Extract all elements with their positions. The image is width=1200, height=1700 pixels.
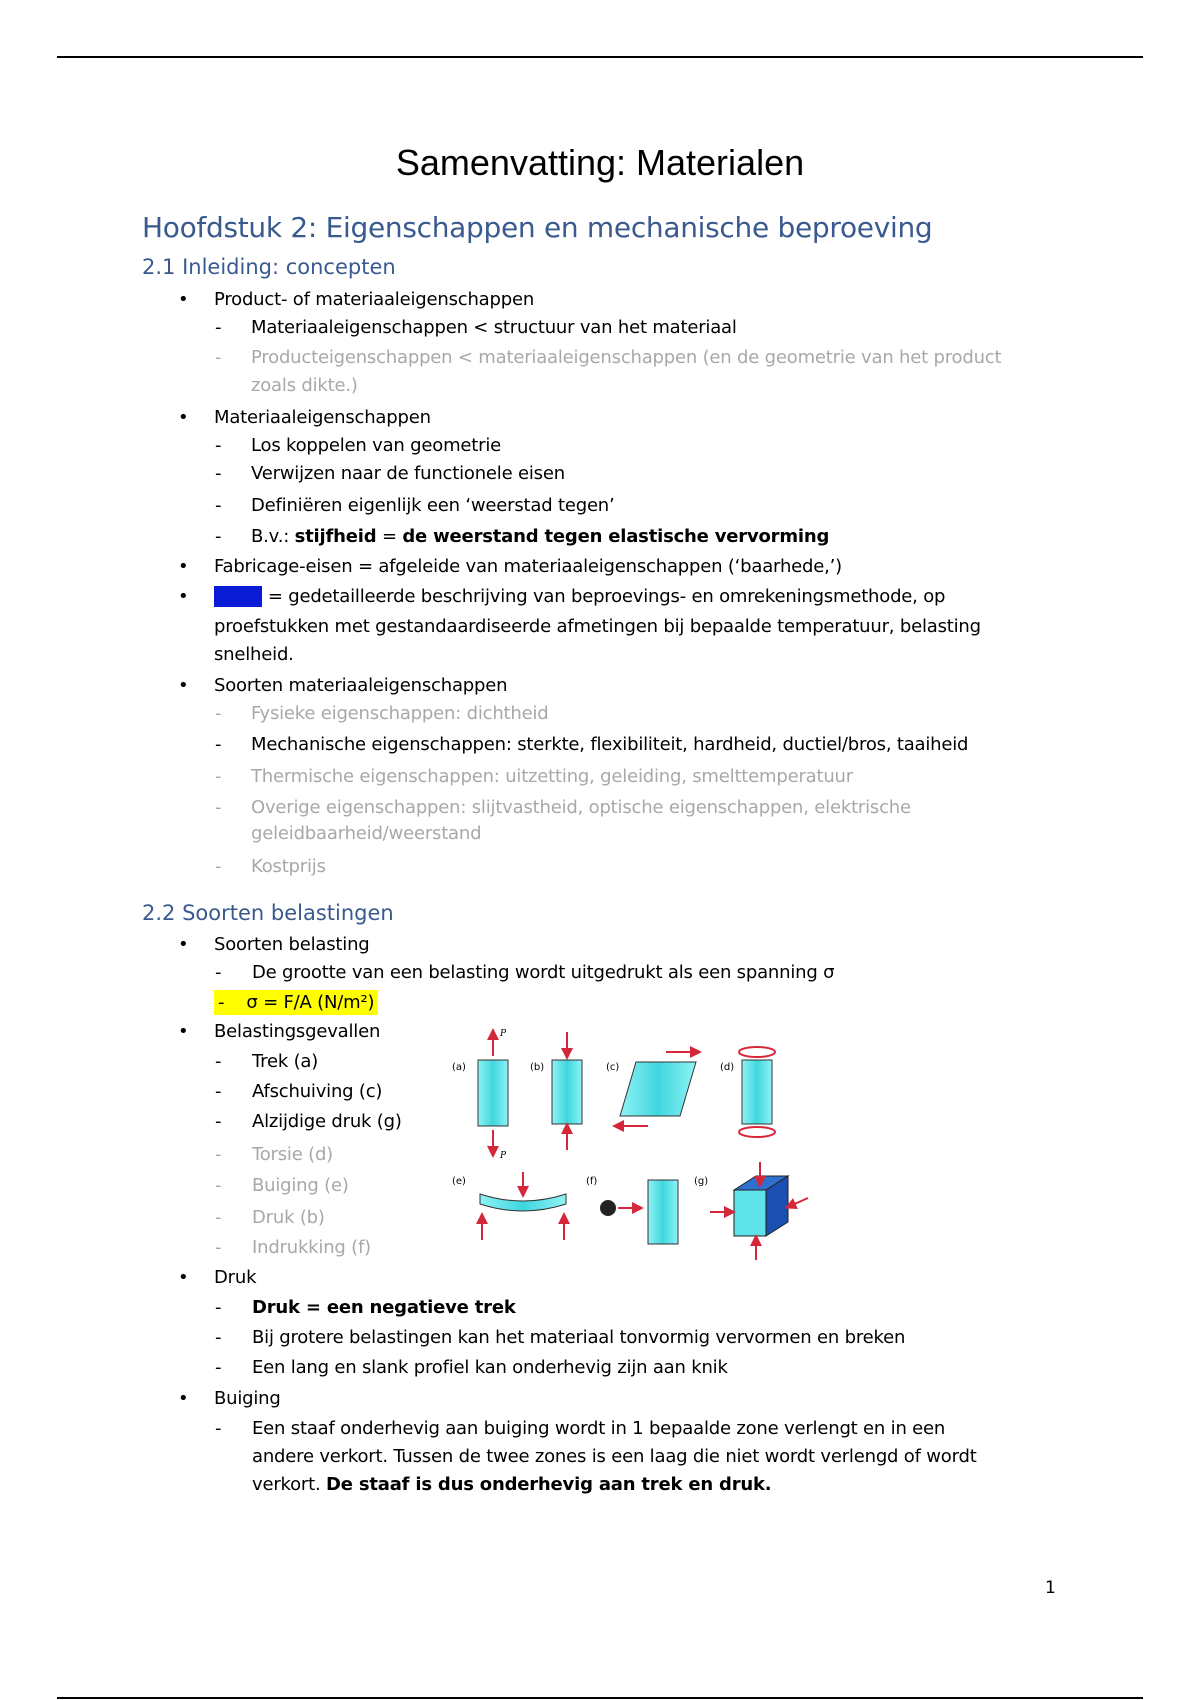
list-item: Soorten belasting — [214, 934, 370, 955]
dash-icon: - — [215, 1418, 222, 1439]
label-f: (f) — [586, 1176, 598, 1187]
label-a: (a) — [452, 1062, 466, 1073]
dash-icon: - — [215, 856, 222, 877]
list-item: Materiaaleigenschappen — [214, 407, 431, 428]
list-item: Een lang en slank profiel kan onderhevig zijn aan knik — [252, 1357, 728, 1378]
highlighted-term: Norm — [214, 586, 263, 607]
specimen-d — [742, 1060, 772, 1124]
bullet-icon: • — [178, 1267, 189, 1288]
dash-icon: - — [215, 1207, 222, 1228]
dash-icon: - — [215, 526, 222, 547]
bullet-icon: • — [178, 675, 189, 696]
list-item: proefstukken met gestandaardiseerde afmetingen bij bepaalde temperatuur, belasting — [214, 616, 981, 637]
list-item: Thermische eigenschappen: uitzetting, geleiding, smelttemperatuur — [251, 766, 853, 787]
section-title-2-1: 2.1 Inleiding: concepten — [142, 255, 396, 279]
dash-icon: - — [215, 1237, 222, 1258]
list-item: Buiging — [214, 1388, 281, 1409]
list-item: Druk — [214, 1267, 257, 1288]
list-item: Kostprijs — [251, 856, 326, 877]
indenter-ball — [600, 1200, 616, 1216]
list-item: Druk = een negatieve trek — [252, 1297, 516, 1318]
list-item: Fysieke eigenschappen: dichtheid — [251, 703, 549, 724]
list-item: Belastingsgevallen — [214, 1021, 381, 1042]
dash-icon: - — [215, 347, 222, 368]
specimen-g — [734, 1190, 766, 1236]
dash-icon: - — [215, 1175, 222, 1196]
dash-icon: - — [215, 463, 222, 484]
bullet-icon: • — [178, 586, 189, 607]
list-item: De grootte van een belasting wordt uitgedrukt als een spanning σ — [252, 962, 835, 983]
bullet-icon: • — [178, 289, 189, 310]
list-item: Verwijzen naar de functionele eisen — [251, 463, 565, 484]
specimen-e — [480, 1194, 566, 1211]
list-item: geleidbaarheid/weerstand — [251, 823, 482, 844]
list-item: Product- of materiaaleigenschappen — [214, 289, 535, 310]
list-item: Druk (b) — [252, 1207, 325, 1228]
dash-icon: - — [215, 734, 222, 755]
page-number: 1 — [1045, 1578, 1056, 1598]
list-item: Norm = gedetailleerde beschrijving van beproevings- en omrekeningsmethode, op — [214, 586, 946, 607]
list-item: Trek (a) — [252, 1051, 319, 1072]
label-d: (d) — [720, 1062, 735, 1073]
label-p-top: P — [500, 1029, 507, 1039]
dash-icon: - — [215, 703, 222, 724]
list-item: Definiëren eigenlijk een ‘weerstad tegen’ — [251, 495, 615, 516]
list-item: andere verkort. Tussen de twee zones is een laag die niet wordt verlengd of wordt — [252, 1446, 977, 1467]
specimen-b — [552, 1060, 582, 1124]
list-item: Afschuiving (c) — [252, 1081, 383, 1102]
top-rule — [57, 56, 1143, 58]
dash-icon: - — [215, 1081, 222, 1102]
list-item: verkort. De staaf is dus onderhevig aan trek en druk. — [252, 1474, 772, 1495]
list-item: B.v.: stijfheid = de weerstand tegen elastische vervorming — [251, 526, 830, 547]
list-item: Fabricage-eisen = afgeleide van materiaaleigenschappen (‘baarhede,’) — [214, 556, 842, 577]
list-item: snelheid. — [214, 644, 294, 665]
list-item: Materiaaleigenschappen < structuur van het materiaal — [251, 317, 737, 338]
list-item: Overige eigenschappen: slijtvastheid, optische eigenschappen, elektrische — [251, 797, 911, 818]
list-item: Een staaf onderhevig aan buiging wordt in 1 bepaalde zone verlengt en in een — [252, 1418, 946, 1439]
label-e: (e) — [452, 1176, 466, 1187]
dash-icon: - — [215, 1357, 222, 1378]
bullet-icon: • — [178, 407, 189, 428]
list-item: zoals dikte.) — [251, 375, 358, 396]
list-item: Mechanische eigenschappen: sterkte, flexibiliteit, hardheid, ductiel/bros, taaiheid — [251, 734, 969, 755]
dash-icon: - — [215, 962, 222, 983]
label-g: (g) — [694, 1176, 709, 1187]
section-title-2-2: 2.2 Soorten belastingen — [142, 901, 394, 925]
dash-icon: - — [215, 435, 222, 456]
document-title: Samenvatting: Materialen — [395, 142, 805, 183]
dash-icon: - — [215, 1297, 222, 1318]
bullet-icon: • — [178, 934, 189, 955]
list-item: Soorten materiaaleigenschappen — [214, 675, 508, 696]
dash-icon: - — [215, 1327, 222, 1348]
specimen-f — [648, 1180, 678, 1244]
dash-icon: - — [215, 1111, 222, 1132]
list-item: Los koppelen van geometrie — [251, 435, 502, 456]
dash-icon: - — [215, 1144, 222, 1165]
formula-highlight: - σ = F/A (N/m²) — [214, 990, 378, 1015]
specimen-c — [620, 1062, 696, 1116]
dash-icon: - — [215, 495, 222, 516]
list-item: Producteigenschappen < materiaaleigenschappen (en de geometrie van het product — [251, 347, 1002, 368]
label-p-bottom: P — [500, 1151, 507, 1161]
label-b: (b) — [530, 1062, 545, 1073]
list-item: Alzijdige druk (g) — [252, 1111, 402, 1132]
dash-icon: - — [215, 797, 222, 818]
label-c: (c) — [606, 1062, 620, 1073]
dash-icon: - — [215, 1051, 222, 1072]
bullet-icon: • — [178, 1021, 189, 1042]
dash-icon: - — [215, 766, 222, 787]
bullet-icon: • — [178, 556, 189, 577]
list-item: Bij grotere belastingen kan het materiaal tonvormig vervormen en breken — [252, 1327, 906, 1348]
bottom-rule — [57, 1697, 1143, 1699]
list-item: Indrukking (f) — [252, 1237, 371, 1258]
list-item: Torsie (d) — [252, 1144, 333, 1165]
load-cases-figure — [438, 1022, 830, 1264]
list-item: Buiging (e) — [252, 1175, 349, 1196]
bullet-icon: • — [178, 1388, 189, 1409]
specimen-a — [478, 1060, 508, 1126]
dash-icon: - — [215, 317, 222, 338]
chapter-title: Hoofdstuk 2: Eigenschappen en mechanische beproeving — [142, 211, 933, 244]
